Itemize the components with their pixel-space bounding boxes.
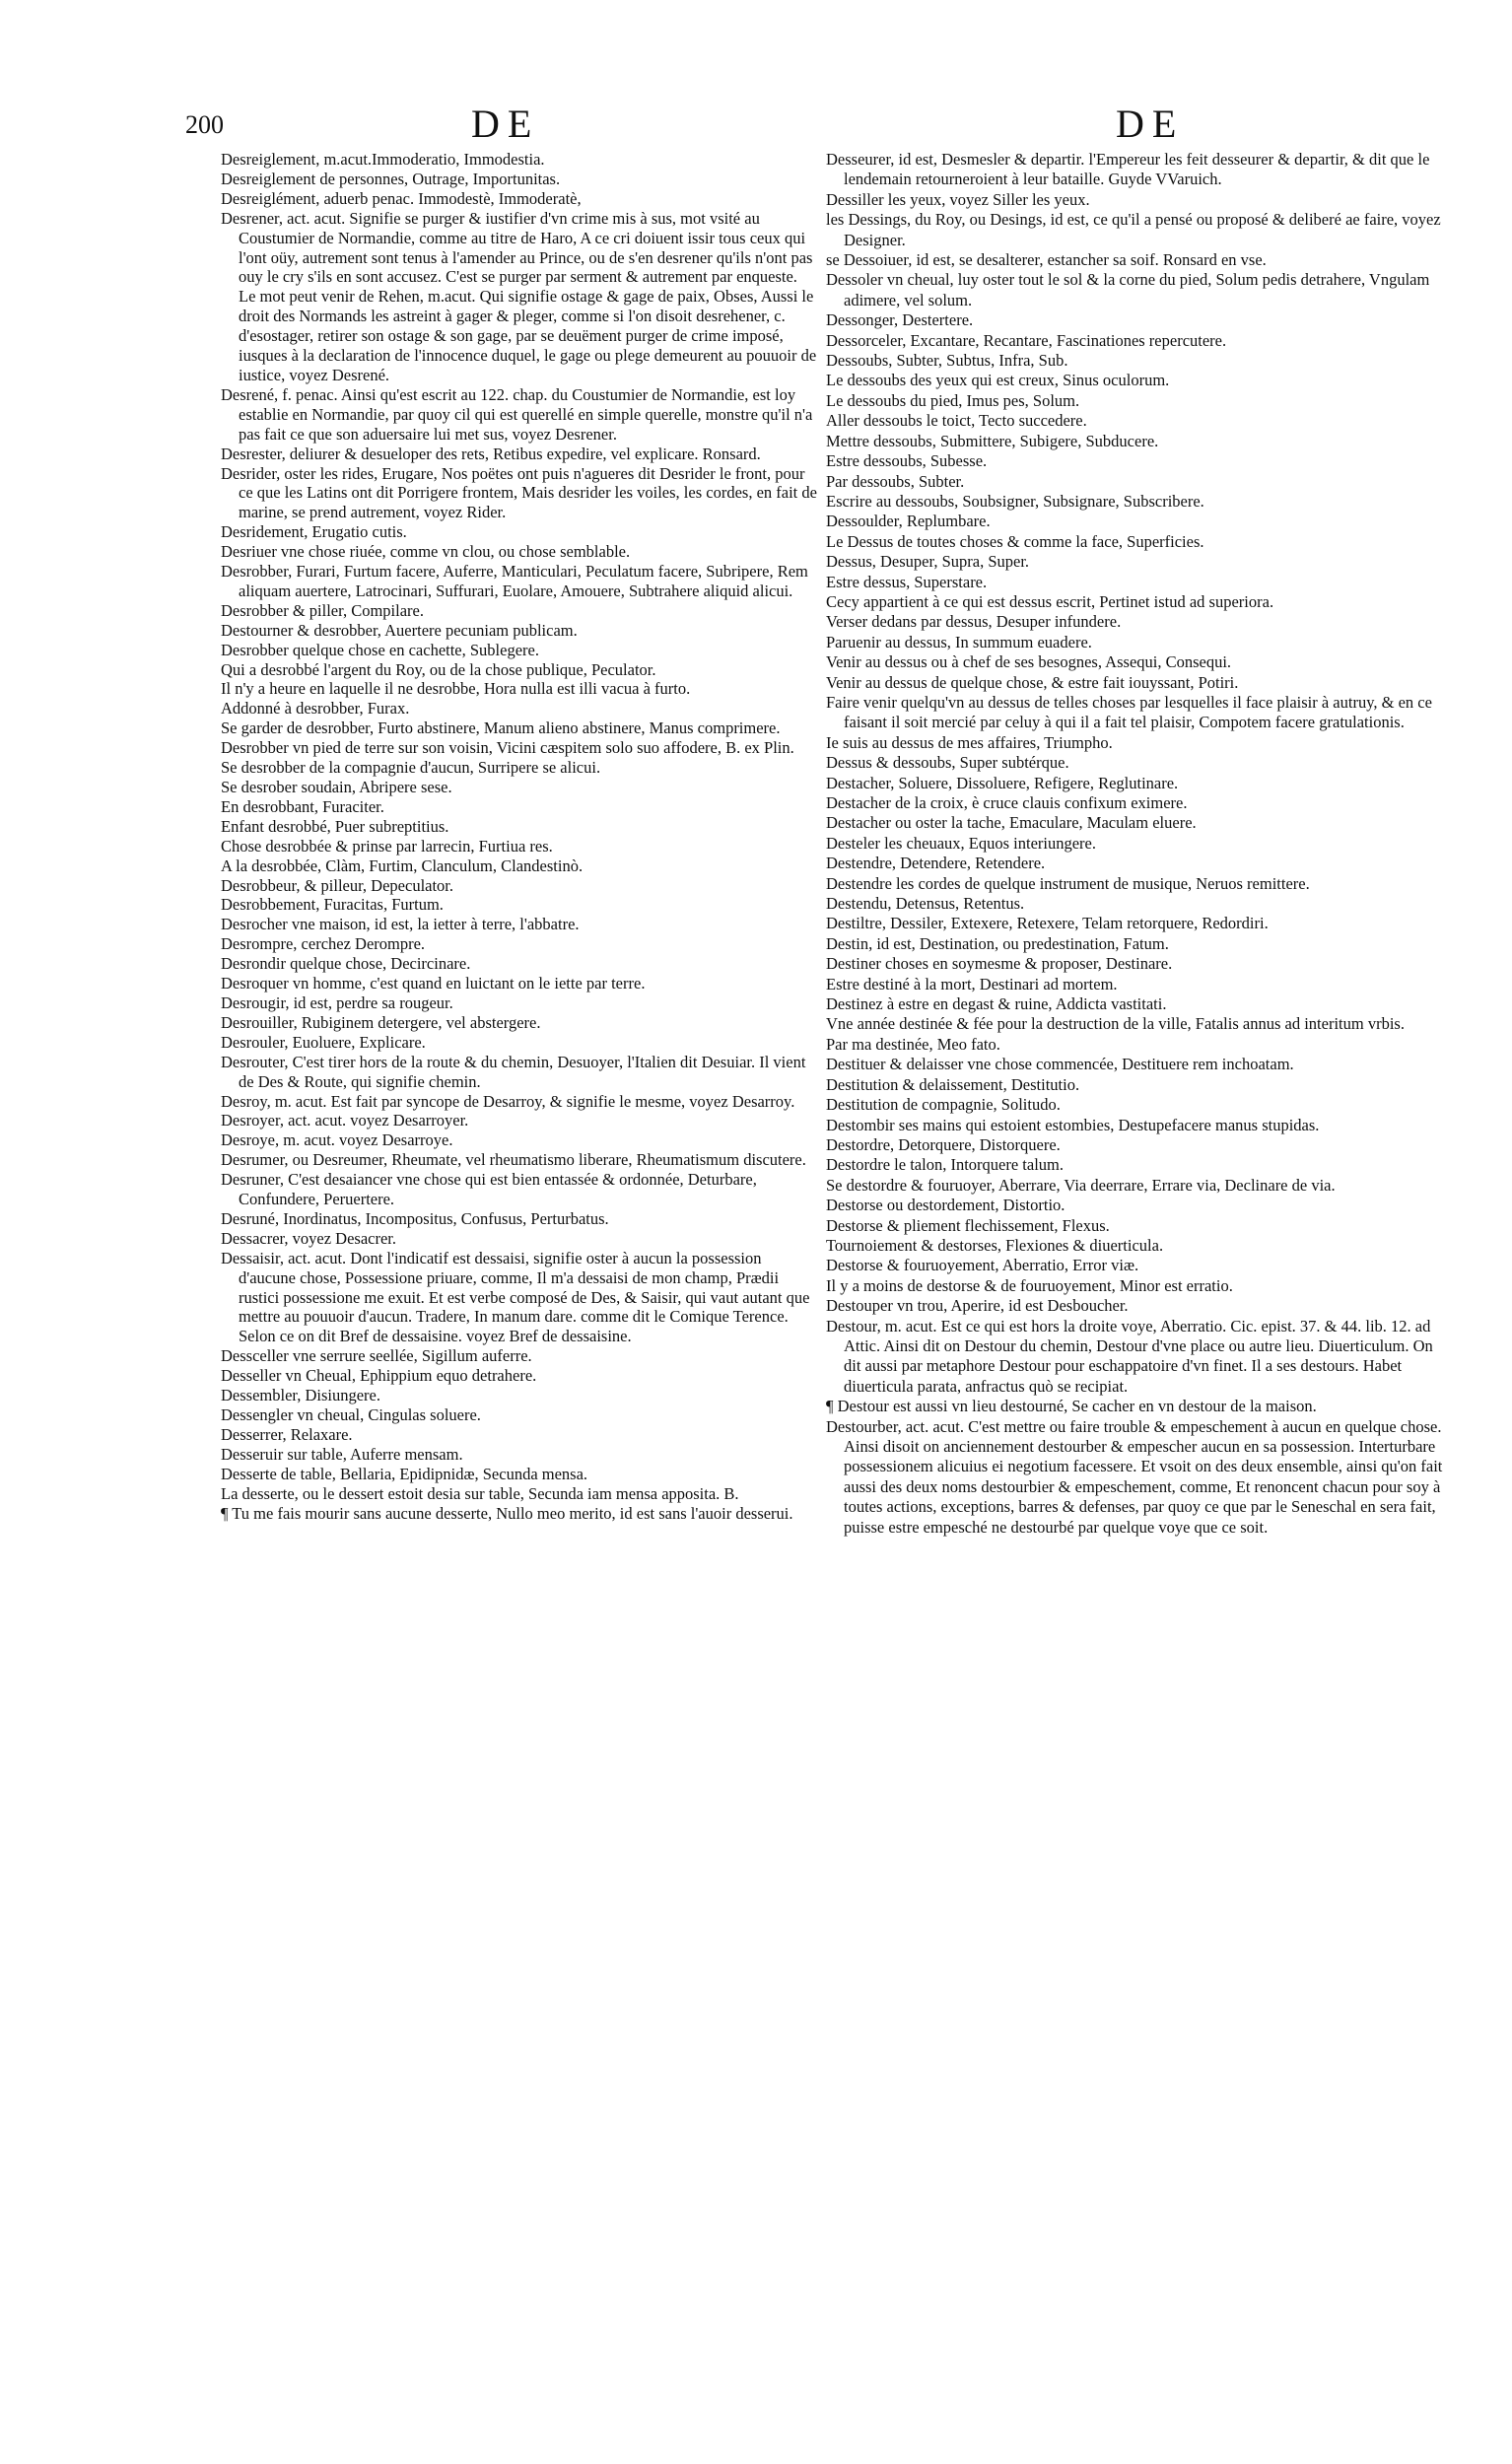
dictionary-entry: Desriuer vne chose riuée, comme vn clou, ou chose semblable. bbox=[221, 542, 631, 562]
dictionary-entry: Destorse & fouruoyement, Aberratio, Error viæ. bbox=[826, 1256, 1139, 1275]
dictionary-entry: se Dessoiuer, id est, se desalterer, estancher sa soif. Ronsard en vse. bbox=[826, 250, 1267, 270]
dictionary-entry: Desrobber & piller, Compilare. bbox=[221, 600, 424, 620]
dictionary-entry: Desrompre, cerchez Derompre. bbox=[221, 934, 426, 954]
dictionary-entry: Destacher de la croix, è cruce clauis confixum eximere. bbox=[826, 793, 1188, 812]
dictionary-entry: Dessoubs, Subter, Subtus, Infra, Sub. bbox=[826, 351, 1068, 371]
dictionary-entry: Enfant desrobbé, Puer subreptitius. bbox=[221, 816, 449, 836]
dictionary-entry: Desrougir, id est, perdre sa rougeur. bbox=[221, 992, 453, 1012]
dictionary-entry: Desridement, Erugatio cutis. bbox=[221, 522, 407, 542]
dictionary-entry: Desrobbement, Furacitas, Furtum. bbox=[221, 895, 444, 915]
dictionary-entry: Desroquer vn homme, c'est quand en luictant on le iette par terre. bbox=[221, 974, 646, 993]
dictionary-entry: Destin, id est, Destination, ou predestination, Fatum. bbox=[826, 933, 1169, 953]
dictionary-entry: Se garder de desrobber, Furto abstinere, Manum alieno abstinere, Manus comprimere. bbox=[221, 719, 781, 738]
dictionary-entry: Desrider, oster les rides, Erugare, Nos poëtes ont puis n'agueres dit Desrider le front, pour ce que les Latins ont dit Porrigere frontem, Mais desrider les voiles, les cordes, en fait de marine, se prend autrement, voyez Rider. bbox=[221, 463, 817, 522]
dictionary-entry: Desrené, f. penac. Ainsi qu'est escrit au 122. chap. du Coustumier de Normandie, est loy establie en Normandie, par quoy cil qui est querellé en simple querelle, monstre qu'il n'a pas fait ce que son aduersaire lui met sus, voyez Desrener. bbox=[221, 384, 813, 444]
dictionary-entry: Se desrober soudain, Abripere sese. bbox=[221, 778, 452, 796]
dictionary-entry: Estre destiné à la mort, Destinari ad mortem. bbox=[826, 974, 1118, 993]
dictionary-entry: Desrouler, Euoluere, Explicare. bbox=[221, 1032, 426, 1052]
dictionary-entry: Addonné à desrobber, Furax. bbox=[221, 699, 410, 719]
dictionary-entry: Dessoler vn cheual, luy oster tout le sol & la corne du pied, Solum pedis detrahere, Vngulam adimere, vel solum. bbox=[826, 270, 1430, 309]
dictionary-entry: Destiltre, Dessiler, Extexere, Retexere, Telam retorquere, Redordiri. bbox=[826, 914, 1269, 933]
dictionary-entry: Desroye, m. acut. voyez Desarroye. bbox=[221, 1130, 453, 1150]
dictionary-entry: Dessus, Desuper, Supra, Super. bbox=[826, 552, 1030, 572]
dictionary-entry: Destituer & delaisser vne chose commencée, Destituere rem inchoatam. bbox=[826, 1055, 1294, 1074]
dictionary-entry: Dessembler, Disiungere. bbox=[221, 1386, 381, 1405]
dictionary-entry: Destendu, Detensus, Retentus. bbox=[826, 894, 1025, 914]
dictionary-entry: Faire venir quelqu'vn au dessus de telles choses par lesquelles il face plaisir à autruy, & en ce faisant il soit mercié par celuy à qui il a fait tel plaisir, Compotem facere gratulationis. bbox=[826, 692, 1432, 732]
dictionary-entry: Desreiglement, m.acut.Immoderatio, Immodestia. bbox=[221, 150, 545, 169]
dictionary-entry: Desrobber, Furari, Furtum facere, Auferre, Manticulari, Peculatum facere, Subripere, Rem aliquam auertere, Latrocinari, Suffurari, Euolare, Amouere, Subtrahere aliquid alicui. bbox=[221, 562, 808, 600]
dictionary-entry: Desseller vn Cheual, Ephippium equo detrahere. bbox=[221, 1366, 537, 1386]
dictionary-entry: Desruné, Inordinatus, Incompositus, Confusus, Perturbatus. bbox=[221, 1208, 609, 1228]
dictionary-entry: Destacher, Soluere, Dissoluere, Refigere, Reglutinare. bbox=[826, 773, 1179, 792]
dictionary-entry: ¶ Tu me fais mourir sans aucune desserte, Nullo meo merito, id est sans l'auoir desserui. bbox=[221, 1503, 793, 1523]
dictionary-entry: La desserte, ou le dessert estoit desia sur table, Secunda iam mensa apposita. B. bbox=[221, 1483, 739, 1503]
dictionary-entry: Le dessoubs des yeux qui est creux, Sinus oculorum. bbox=[826, 371, 1170, 390]
running-head-right: DE bbox=[1116, 102, 1185, 146]
dictionary-entry: Dessoulder, Replumbare. bbox=[826, 512, 991, 531]
dictionary-entry: Dessaisir, act. acut. Dont l'indicatif est dessaisi, signifie oster à aucun la possession d'aucune chose, Possessione priuare, comme, Il m'a dessaisi de mon champ, Prædii rustici possessione me exuit. Et est verbe composé de Des, & Saisir, qui vaut autant que mettre au pouuoir d'aucun. Tradere, In manum dare. comme dit le Comique Terence. Selon ce on dit Bref de dessaisine. voyez Bref de dessaisine. bbox=[221, 1248, 810, 1346]
dictionary-entry: Par ma destinée, Meo fato. bbox=[826, 1034, 1000, 1054]
dictionary-entry: Venir au dessus ou à chef de ses besognes, Assequi, Consequi. bbox=[826, 652, 1232, 672]
dictionary-entry: Se desrobber de la compagnie d'aucun, Surripere se alicui. bbox=[221, 758, 601, 778]
dictionary-entry: Destendre, Detendere, Retendere. bbox=[826, 854, 1046, 873]
dictionary-entry: Cecy appartient à ce qui est dessus escrit, Pertinet istud ad superiora. bbox=[826, 591, 1274, 611]
dictionary-entry: Il y a moins de destorse & de fouruoyement, Minor est erratio. bbox=[826, 1275, 1233, 1295]
dictionary-entry: Destombir ses mains qui estoient estombies, Destupefacere manus stupidas. bbox=[826, 1115, 1320, 1134]
dictionary-entry: Destour, m. acut. Est ce qui est hors la droite voye, Aberratio. Cic. epist. 37. & 44. lib. 12. ad Attic. Ainsi dit on Destour du chemin, Destour d'vne place ou autre lieu. Diuerticulum. On dit aussi par metaphore Destour pour eschappatoire d'vn finet. Il a ses destours. Habet diuerticula parata, anfractus quò se recipiat. bbox=[826, 1316, 1433, 1396]
dictionary-entry: Desrondir quelque chose, Decircinare. bbox=[221, 954, 471, 974]
running-head-left: DE bbox=[471, 102, 540, 146]
dictionary-entry: Chose desrobbée & prinse par larrecin, Furtiua res. bbox=[221, 836, 553, 856]
dictionary-entry: Dessceller vne serrure seellée, Sigillum auferre. bbox=[221, 1346, 532, 1366]
dictionary-entry: Dessengler vn cheual, Cingulas soluere. bbox=[221, 1405, 481, 1424]
dictionary-entry: Destordre, Detorquere, Distorquere. bbox=[826, 1134, 1061, 1154]
dictionary-entry: Ie suis au dessus de mes affaires, Triumpho. bbox=[826, 732, 1113, 752]
dictionary-entry: Desroyer, act. acut. voyez Desarroyer. bbox=[221, 1111, 469, 1130]
dictionary-entry: Dessiller les yeux, voyez Siller les yeux. bbox=[826, 189, 1090, 209]
dictionary-entry: Destorse ou destordement, Distortio. bbox=[826, 1196, 1065, 1215]
dictionary-entry: A la desrobbée, Clàm, Furtim, Clanculum, Clandestinò. bbox=[221, 856, 584, 875]
dictionary-entry: ¶ Destour est aussi vn lieu destourné, Se cacher en vn destour de la maison. bbox=[826, 1397, 1317, 1416]
dictionary-entry: Qui a desrobbé l'argent du Roy, ou de la chose publique, Peculator. bbox=[221, 659, 656, 679]
dictionary-entry: Dessus & dessoubs, Super subtérque. bbox=[826, 753, 1069, 773]
dictionary-entry: Desrumer, ou Desreumer, Rheumate, vel rheumatismo liberare, Rheumatismum discutere. bbox=[221, 1150, 806, 1170]
dictionary-entry: En desrobbant, Furaciter. bbox=[221, 796, 384, 816]
right-column bbox=[826, 150, 1447, 2121]
dictionary-entry: Escrire au dessoubs, Soubsigner, Subsignare, Subscribere. bbox=[826, 491, 1204, 511]
dictionary-entry: Desrobbeur, & pilleur, Depeculator. bbox=[221, 875, 454, 895]
dictionary-entry: Desrouter, C'est tirer hors de la route & du chemin, Desuoyer, l'Italien dit Desuiar. Il vient de Des & Route, qui signifie chemin. bbox=[221, 1052, 806, 1091]
dictionary-entry: Estre dessoubs, Subesse. bbox=[826, 451, 988, 471]
dictionary-entry: Le dessoubs du pied, Imus pes, Solum. bbox=[826, 390, 1080, 410]
dictionary-entry: Desreiglement de personnes, Outrage, Importunitas. bbox=[221, 169, 561, 188]
dictionary-entry: Le Dessus de toutes choses & comme la face, Superficies. bbox=[826, 531, 1204, 551]
dictionary-entry: les Dessings, du Roy, ou Desings, id est, ce qu'il a pensé ou proposé & deliberé ae faire, voyez Designer. bbox=[826, 210, 1441, 249]
dictionary-entry: Destourber, act. acut. C'est mettre ou faire trouble & empeschement à aucun en quelque chose. Ainsi disoit on anciennement destourber & empescher aucun en sa possession. Interturbare possessionem alicuius ei negotium facessere. Et vsoit on des deux ensemble, ainsi qu'on fait aussi des deux noms destourbier & empeschement, comme, Et renoncent chacun pour soy à toutes actions, exceptions, barres & defenses, par quoy ce que par le Seneschal en sera fait, puisse estre empesché ne destourbé par quelque voye que ce soit. bbox=[826, 1416, 1443, 1537]
dictionary-entry: Il n'y a heure en laquelle il ne desrobbe, Hora nulla est illi vacua à furto. bbox=[221, 679, 691, 699]
dictionary-entry: Desserte de table, Bellaria, Epidipnidæ, Secunda mensa. bbox=[221, 1464, 588, 1483]
dictionary-entry: Tournoiement & destorses, Flexiones & diuerticula. bbox=[826, 1235, 1164, 1255]
dictionary-entry: Desseurer, id est, Desmesler & departir. l'Empereur les feit desseurer & departir, & dit que le lendemain retourneroient à leur bataille. Guyde VVaruich. bbox=[826, 150, 1430, 189]
dictionary-entry: Destordre le talon, Intorquere talum. bbox=[826, 1155, 1064, 1175]
dictionary-entry: Desroy, m. acut. Est fait par syncope de Desarroy, & signifie le mesme, voyez Desarroy. bbox=[221, 1091, 795, 1111]
dictionary-entry: Desrobber vn pied de terre sur son voisin, Vicini cæspitem solo suo affodere, B. ex Plin. bbox=[221, 738, 794, 758]
dictionary-entry: Destendre les cordes de quelque instrument de musique, Neruos remittere. bbox=[826, 873, 1310, 893]
page-number: 200 bbox=[185, 110, 224, 139]
dictionary-entry: Paruenir au dessus, In summum euadere. bbox=[826, 632, 1092, 651]
dictionary-entry: Destouper vn trou, Aperire, id est Desboucher. bbox=[826, 1296, 1129, 1316]
dictionary-entry: Destitution de compagnie, Solitudo. bbox=[826, 1095, 1061, 1115]
dictionary-entry: Desrouiller, Rubiginem detergere, vel abstergere. bbox=[221, 1012, 541, 1032]
dictionary-entry: Desseruir sur table, Auferre mensam. bbox=[221, 1444, 463, 1464]
dictionary-entry: Aller dessoubs le toict, Tecto succedere. bbox=[826, 411, 1087, 431]
dictionary-entry: Desruner, C'est desaiancer vne chose qui est bien entassée & ordonnée, Deturbare, Confundere, Peruertere. bbox=[221, 1170, 757, 1209]
dictionary-entry: Destinez à estre en degast & ruine, Addicta vastitati. bbox=[826, 994, 1167, 1014]
dictionary-entry: Destitution & delaissement, Destitutio. bbox=[826, 1074, 1080, 1094]
dictionary-entry: Vne année destinée & fée pour la destruction de la ville, Fatalis annus ad interitum vrbis. bbox=[826, 1014, 1405, 1034]
dictionary-entry: Desreiglément, aduerb penac. Immodestè, Immoderatè, bbox=[221, 188, 582, 208]
dictionary-entry: Desrocher vne maison, id est, la ietter à terre, l'abbatre. bbox=[221, 915, 580, 934]
dictionary-entry: Desrener, act. acut. Signifie se purger & iustifier d'vn crime mis à sus, mot vsité au Coustumier de Normandie, comme au titre de Haro, A ce cri doiuent issir tous ceux qui l'ont oüy, autrement sont tenus à l'amender au Prince, ou de s'en desrener qu'ils n'ont pas ouy le cry s'ils en sont accusez. C'est se purger par serment & autrement par enqueste. Le mot peut venir de Rehen, m.acut. Qui signifie ostage & gage de paix, Obses, Aussi le droit des Normands les astreint à gager & pleger, comme si l'on disoit desrehener, c. d'esostager, retirer son ostage & son gage, par se deuëment purger de crime imposé, iusques à la declaration de l'innocence duquel, le gage ou plege demeurent au pouuoir de iustice, voyez Desrené. bbox=[221, 208, 817, 384]
dictionary-entry: Venir au dessus de quelque chose, & estre fait iouyssant, Potiri. bbox=[826, 672, 1239, 692]
dictionary-entry: Destorse & pliement flechissement, Flexus. bbox=[826, 1215, 1110, 1235]
dictionary-entry: Dessonger, Destertere. bbox=[826, 310, 974, 330]
dictionary-entry: Destacher ou oster la tache, Emaculare, Maculam eluere. bbox=[826, 813, 1197, 833]
dictionary-entry: Dessacrer, voyez Desacrer. bbox=[221, 1228, 396, 1248]
dictionary-entry: Se destordre & fouruoyer, Aberrare, Via deerrare, Errare via, Declinare de via. bbox=[826, 1175, 1336, 1195]
left-column bbox=[221, 150, 818, 2121]
dictionary-entry: Mettre dessoubs, Submittere, Subigere, Subducere. bbox=[826, 431, 1159, 450]
dictionary-entry: Desrester, deliurer & desueloper des rets, Retibus expedire, vel explicare. Ronsard. bbox=[221, 444, 761, 463]
dictionary-entry: Dessorceler, Excantare, Recantare, Fascinationes repercutere. bbox=[826, 330, 1227, 350]
dictionary-entry: Desrobber quelque chose en cachette, Sublegere. bbox=[221, 640, 539, 659]
dictionary-entry: Par dessoubs, Subter. bbox=[826, 471, 965, 491]
dictionary-entry: Destiner choses en soymesme & proposer, Destinare. bbox=[826, 954, 1173, 974]
dictionary-entry: Desserrer, Relaxare. bbox=[221, 1424, 353, 1444]
dictionary-entry: Desteler les cheuaux, Equos interiungere. bbox=[826, 833, 1096, 853]
dictionary-entry: Estre dessus, Superstare. bbox=[826, 572, 988, 591]
dictionary-entry: Verser dedans par dessus, Desuper infundere. bbox=[826, 612, 1122, 632]
dictionary-entry: Destourner & desrobber, Auertere pecuniam publicam. bbox=[221, 620, 578, 640]
